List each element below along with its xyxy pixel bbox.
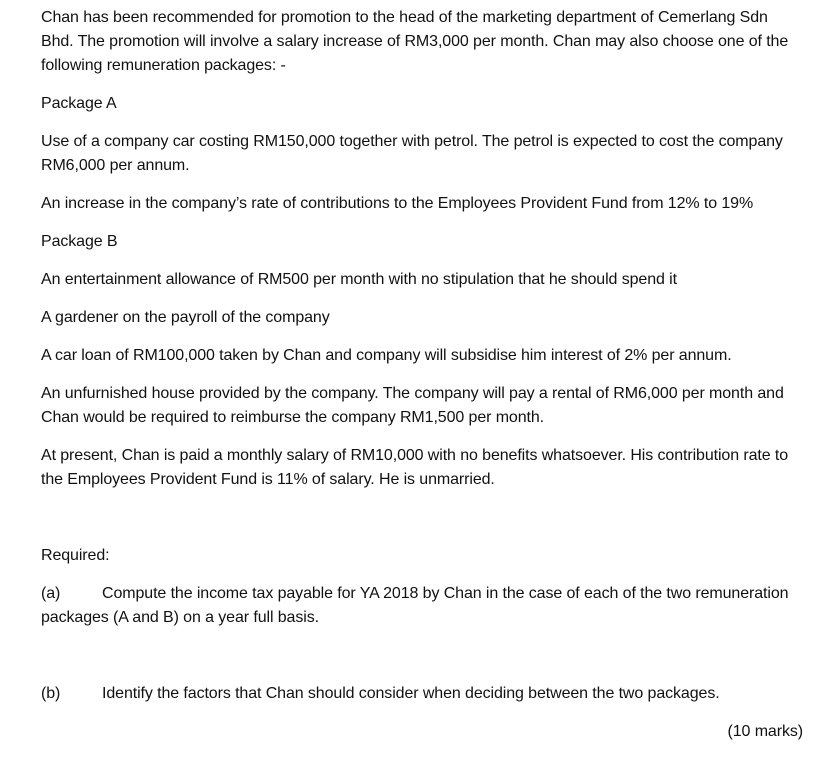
package-b-item-gardener: A gardener on the payroll of the company	[41, 309, 330, 326]
question-document	[41, 6, 803, 744]
present-situation-paragraph: At present, Chan is paid a monthly salary of RM10,000 with no benefits whatsoever. His contribution rate to the Employees Provident Fund is 11% of salary. He is unmarried.	[41, 447, 789, 488]
question-b	[41, 682, 803, 706]
question-a-text: Compute the income tax payable for YA 2018 by Chan in the case of each of the two remuneration packages (A and B) on a year full basis.	[41, 585, 789, 626]
package-b-item-entertainment: An entertainment allowance of RM500 per month with no stipulation that he should spend it	[41, 271, 677, 288]
intro-paragraph: Chan has been recommended for promotion to the head of the marketing department of Cemerlang Sdn Bhd. The promotion will involve a salary increase of RM3,000 per month. Chan may also choose one of the following remuneration packages: -	[41, 9, 789, 74]
marks-label: (10 marks)	[727, 723, 803, 740]
package-b-item-house: An unfurnished house provided by the company. The company will pay a rental of RM6,000 per month and Chan would be required to reimburse the company RM1,500 per month.	[41, 385, 784, 426]
package-a-heading: Package A	[41, 95, 117, 112]
question-a	[41, 582, 803, 630]
question-a-number: (a)	[41, 585, 61, 602]
package-a-item-epf-increase: An increase in the company’s rate of contributions to the Employees Provident Fund from 12% to 19%	[41, 195, 754, 212]
question-b-number: (b)	[41, 685, 61, 702]
package-b-item-car-loan: A car loan of RM100,000 taken by Chan and company will subsidise him interest of 2% per annum.	[41, 347, 732, 364]
package-a-item-company-car: Use of a company car costing RM150,000 together with petrol. The petrol is expected to cost the company RM6,000 per annum.	[41, 133, 783, 174]
question-b-text: Identify the factors that Chan should consider when deciding between the two packages.	[102, 685, 720, 702]
package-b-heading: Package B	[41, 233, 118, 250]
required-label: Required:	[41, 547, 110, 564]
